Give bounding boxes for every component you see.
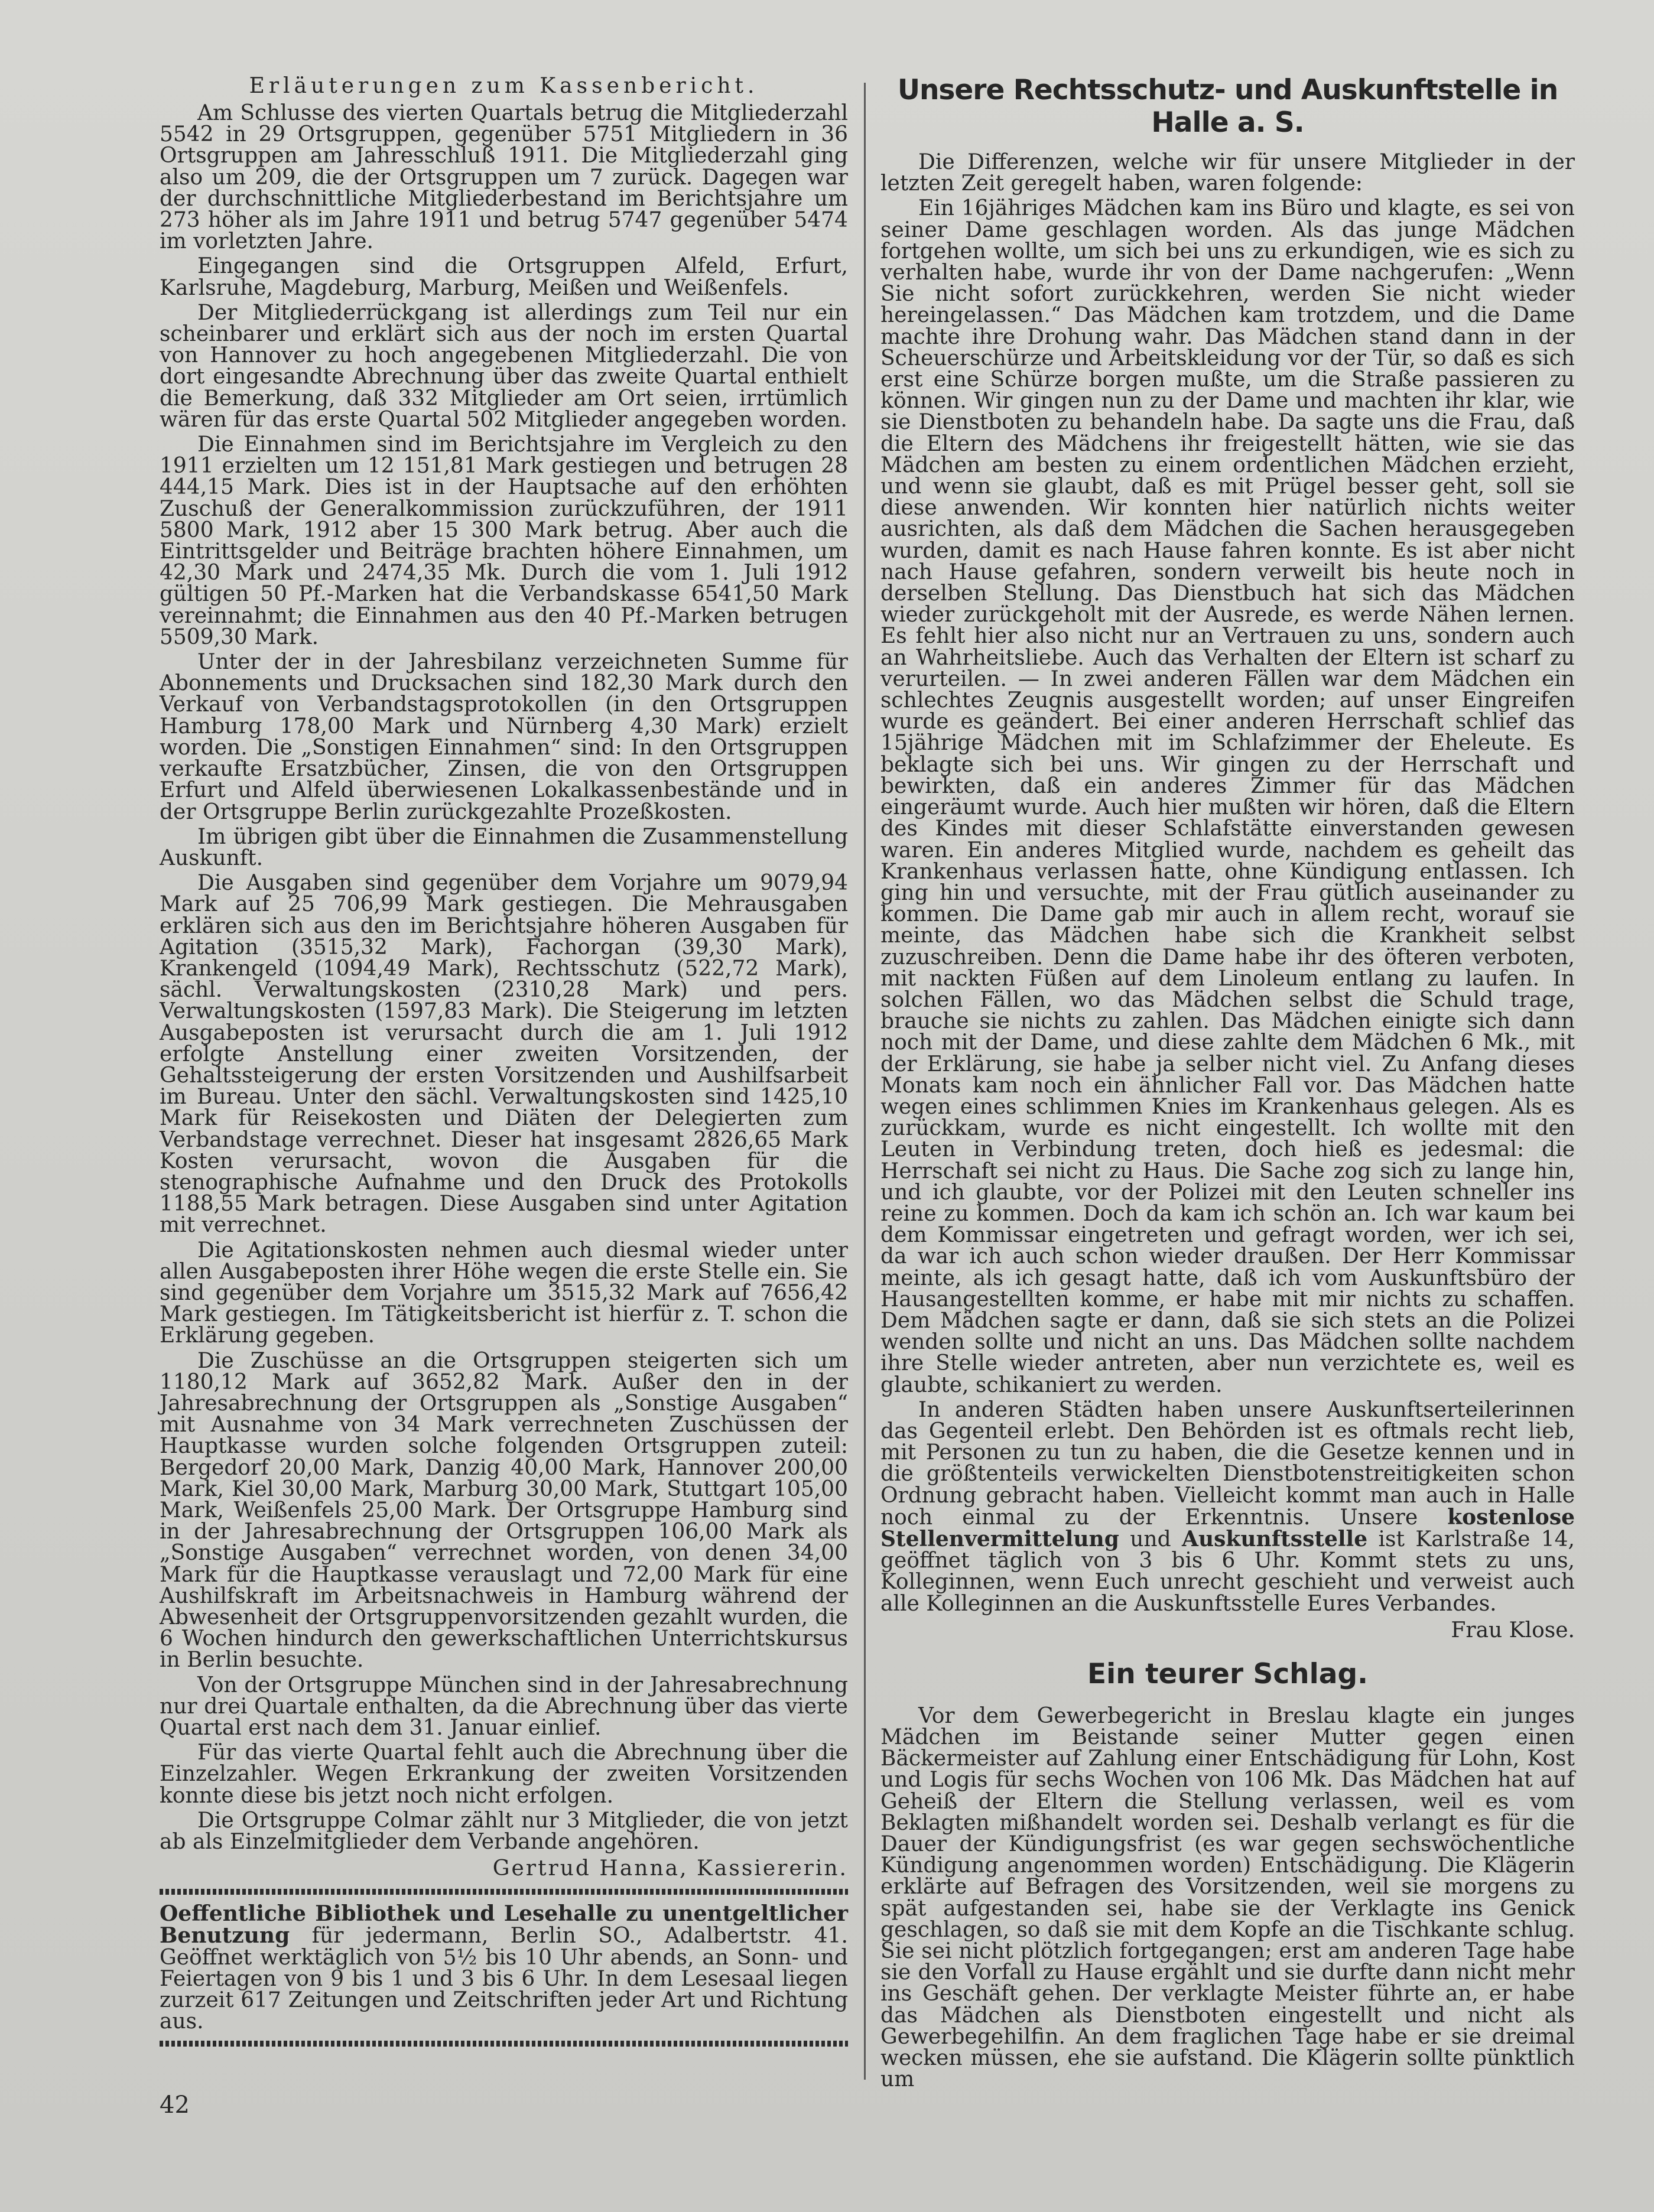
expensive-blow-paragraphs [880, 1703, 1575, 2092]
right-column [880, 74, 1575, 2094]
dotted-rule-top [160, 1889, 848, 1895]
paragraph: Die Zuschüsse an die Ortsgruppen steigerten sich um 1180,12 Mark auf 3652,82 Mark. Außer den in der Jahresabrechnung der Ortsgruppen als „Sonstige Ausgaben“ mit Ausnahme von 34 Mark verrechneten Zuschüssen der Hauptkasse wurden solche folgenden Ortsgruppen zuteil: Bergedorf 20,00 Mark, Danzig 40,00 Mark, Hannover 200,00 Mark, Kiel 30,00 Mark, Marburg 30,00 Mark, Stuttgart 105,00 Mark, Weißenfels 25,00 Mark. Der Ortsgruppe Hamburg sind in der Jahresabrechnung der Ortsgruppen 106,00 Mark als „Sonstige Ausgaben“ verrechnet worden, von denen 34,00 Mark für die Hauptkasse verauslagt und 72,00 Mark für eine Aushilfskraft im Arbeitsnachweis in Hamburg während der Abwesenheit der Ortsgruppenvorsitzenden gezahlt wurden, die 6 Wochen hindurch den gewerkschaftlichen Unterrichtskursus in Berlin besuchte. [160, 1348, 848, 1673]
article-heading-legal-office: Unsere Rechtsschutz- und Auskunftstelle in Halle a. S. [897, 74, 1558, 139]
library-notice [160, 1903, 848, 2032]
legal-office-closing-paragraph: In anderen Städten haben unsere Auskunftserteilerinnen das Gegenteil erlebt. Den Behörden ist es oftmals recht lieb, mit Personen zu tun zu haben, die die Gesetze kennen und in die größtenteils verwickelten Dienstbotenstreitigkeiten schon Ordnung gebracht haben. Vielleicht kommt man auch in Halle noch einmal zu der Erkenntnis. Unsere kostenlose Stellenvermittelung und Auskunftsstelle ist Karlstraße 14, geöffnet täglich von 3 bis 6 Uhr. Kommt stets zu uns, Kolleginnen, wenn Euch unrecht geschieht und verweist auch alle Kolleginnen an die Auskunftsstelle Eures Verbandes. [880, 1397, 1575, 1616]
paragraph: Der Mitgliederrückgang ist allerdings zum Teil nur ein scheinbarer und erklärt sich aus der noch im ersten Quartal von Hannover zu hoch angegebenen Mitgliederzahl. Die von dort eingesandte Abrechnung über das zweite Quartal enthielt die Bemerkung, daß 332 Mitglieder am Ort seien, irrtümlich wären für das erste Quartal 502 Mitglieder angegeben worden. [160, 300, 848, 432]
paragraph: Am Schlusse des vierten Quartals betrug die Mitgliederzahl 5542 in 29 Ortsgruppen, gegenüber 5751 Mitgliedern in 36 Ortsgruppen am Jahresschluß 1911. Die Mitgliederzahl ging also um 209, die der Ortsgruppen um 7 zurück. Dagegen war der durchschnittliche Mitgliederbestand im Berichtsjahre um 273 höher als im Jahre 1911 und betrug 5747 gegenüber 5474 im vorletzten Jahre. [160, 101, 848, 254]
legal-office-paragraphs [880, 152, 1575, 1396]
dotted-rule-bottom [160, 2041, 848, 2047]
column-divider [864, 83, 866, 2080]
paragraph: Im übrigen gibt über die Einnahmen die Zusammenstellung Auskunft. [160, 824, 848, 870]
information-office: Auskunftsstelle [1182, 1527, 1368, 1551]
paragraph: Die Einnahmen sind im Berichtsjahre im Vergleich zu den 1911 erzielten um 12 151,81 Mark gestiegen und betrugen 28 444,15 Mark. Dies ist in der Hauptsache auf den erhöhten Zuschuß der Generalkommission zurückzuführen, der 1911 5800 Mark, 1912 aber 15 300 Mark betrug. Aber auch die Eintrittsgelder und Beiträge brachten höhere Einnahmen, um 42,30 Mark und 2474,35 Mk. Durch die vom 1. Juli 1912 gültigen 50 Pf.-Marken hat die Verbandskasse 6541,50 Mark vereinnahmt; die Einnahmen aus den 40 Pf.-Marken betrugen 5509,30 Mark. [160, 432, 848, 649]
signature-treasurer: Gertrud Hanna, Kassiererin. [492, 1856, 848, 1881]
paragraph: Die Ausgaben sind gegenüber dem Vorjahre um 9079,94 Mark auf 25 706,99 Mark gestiegen. Die Mehrausgaben erklären sich aus den im Berichtsjahre höheren Ausgaben für Agitation (3515,32 Mark), Fachorgan (39,30 Mark), Krankengeld (1094,49 Mark), Rechtsschutz (522,72 Mark), sächl. Verwaltungskosten (2310,28 Mark) und pers. Verwaltungskosten (1597,83 Mark). Die Steigerung im letzten Ausgabeposten ist verursacht durch die am 1. Juli 1912 erfolgte Anstellung einer zweiten Vorsitzenden, der Gehaltssteigerung der ersten Vorsitzenden und Aushilfsarbeit im Bureau. Unter den sächl. Verwaltungskosten sind 1425,10 Mark für Reisekosten und Diäten der Delegierten zum Verbandstage verrechnet. Dieser hat insgesamt 2826,65 Mark Kosten verursacht, wovon die Ausgaben für die stenographische Aufnahme und den Druck des Protokolls 1188,55 Mark betragen. Diese Ausgaben sind unter Agitation mit verrechnet. [160, 871, 848, 1238]
section-heading-cash-report: Erläuterungen zum Kassenbericht. [249, 74, 759, 98]
signature-klose: Frau Klose. [1451, 1618, 1575, 1642]
library-notice-body: für jedermann, Berlin SO., Adalbertstr. 41. Geöffnet werktäglich von 5½ bis 10 Uhr abends, an Sonn- und Feiertagen von 9 bis 1 und 3 bis 6 Uhr. In dem Lesesaal liegen zurzeit 617 Zeitungen und Zeitschriften jeder Art und Richtung aus. [160, 1924, 848, 2034]
paragraph: Die Differenzen, welche wir für unsere Mitglieder in der letzten Zeit geregelt haben, waren folgende: [880, 150, 1575, 196]
paragraph: Vor dem Gewerbegericht in Breslau klagte ein junges Mädchen im Beistande seiner Mutter gegen einen Bäckermeister auf Zahlung einer Entschädigung für Lohn, Kost und Logis für sechs Wochen von 106 Mk. Das Mädchen hat auf Geheiß der Eltern die Stellung verlassen, weil es vom Beklagten mißhandelt worden sei. Deshalb verlangt es für die Dauer der Kündigungsfrist (es war gegen sechswöchentliche Kündigung angenommen worden) Entschädigung. Die Klägerin erklärte auf Befragen des Vorsitzenden, weil sie morgens zu spät aufgestanden sei, habe sie der Verklagte ins Genick geschlagen, so daß sie mit dem Kopfe an die Tischkante schlug. Sie sei nicht plötzlich fortgegangen; erst am anderen Tage habe sie den Vorfall zu Hause ergählt und sie durfte dann nicht mehr ins Geschäft gehen. Der verklagte Meister führte an, er habe das Mädchen als Dienstboten eingestellt und nicht als Gewerbegehilfin. An dem fraglichen Tage habe er sie dreimal wecken müssen, ehe sie aufstand. Die Klägerin sollte pünktlich um [880, 1703, 1575, 2092]
library-notice-title: Oeffentliche Bibliothek und Lesehalle zu unentgeltlicher Benutzung [160, 1901, 848, 1948]
page-number: 42 [160, 2091, 190, 2119]
paragraph: Für das vierte Quartal fehlt auch die Abrechnung über die Einzelzahler. Wegen Erkrankung der zweiten Vorsitzenden konnte diese bis jetzt noch nicht erfolgen. [160, 1741, 848, 1808]
paragraph: Ein 16jähriges Mädchen kam ins Büro und klagte, es sei von seiner Dame geschlagen worden. Als das junge Mädchen fortgehen wollte, um sich bei uns zu erkundigen, wie es sich zu verhalten habe, wurde ihr von der Dame nachgerufen: „Wenn Sie nicht sofort zurückkehren, werden Sie nicht wieder hereingelassen.“ Das Mädchen kam trotzdem, und die Dame machte ihre Drohung wahr. Das Mädchen stand dann in der Scheuerschürze und Arbeitskleidung vor der Tür, so daß es sich erst eine Schürze borgen mußte, um die Straße passieren zu können. Wir gingen nun zu der Dame und machten ihr klar, wie sie Dienstboten zu behandeln habe. Da sagte uns die Frau, daß die Eltern des Mädchens ihr freigestellt hätten, wie sie das Mädchen am besten zu einem ordentlichen Mädchen erzieht, und wenn sie glaubt, daß es mit Prügel besser geht, soll sie diese anwenden. Wir konnten hier natürlich nichts weiter ausrichten, als daß dem Mädchen die Sachen herausgegeben wurden, damit es nach Hause fahren konnte. Es ist aber nicht nach Hause gefahren, sondern verweilt bis heute noch in derselben Stellung. Das Dienstbuch hat sich das Mädchen wieder zurückgeholt mit der Ausrede, es werde Nähen lernen. Es fehlt hier also nicht nur an Vertrauen zu uns, sondern auch an Wahrheitsliebe. Auch das Verhalten der Eltern ist scharf zu verurteilen. — In zwei anderen Fällen war dem Mädchen ein schlechtes Zeugnis ausgestellt worden; auf unser Eingreifen wurde es geändert. Bei einer anderen Herrschaft schlief das 15jährige Mädchen mit im Schlafzimmer der Eheleute. Es beklagte sich bei uns. Wir gingen zu der Herrschaft und bewirkten, daß ein anderes Zimmer für das Mädchen eingeräumt wurde. Auch hier mußten wir hören, daß die Eltern des Kindes mit dieser Schlafstätte einverstanden gewesen waren. Ein anderes Mitglied wurde, nachdem es geheilt das Krankenhaus verlassen hatte, ohne Kündigung entlassen. Ich ging hin und versuchte, mit der Frau gütlich auseinander zu kommen. Die Dame gab mir auch in allem recht, worauf sie meinte, das Mädchen habe sich die Krankheit selbst zuzuschreiben. Denn die Dame habe ihr des öfteren verboten, mit nackten Füßen auf dem Linoleum entlang zu laufen. In solchen Fällen, wo das Mädchen selbst die Schuld trage, brauche sie nichts zu zahlen. Das Mädchen einigte sich dann noch mit der Dame, und diese zahlte dem Mädchen 6 Mk., mit der Erklärung, sie habe ja selber nicht viel. Zu Anfang dieses Monats kam noch ein ähnlicher Fall vor. Das Mädchen hatte wegen eines schlimmen Knies im Krankenhaus gelegen. Als es zurückkam, wurde es nicht eingestellt. Ich wollte mit den Leuten in Verbindung treten, doch hieß es jedesmal: die Herrschaft sei nicht zu Haus. Die Sache zog sich zu lange hin, und ich glaubte, vor der Polizei mit den Leuten schneller ins reine zu kommen. Doch da kam ich schön an. Ich war kaum bei dem Kommissar eingetreten und gefragt worden, wer ich sei, da war ich auch schon wieder draußen. Der Herr Kommissar meinte, als ich gesagt hatte, daß ich vom Auskunftsbüro der Hausangestellten komme, er habe mit mir nichts zu schaffen. Dem Mädchen sagte er dann, daß sie sich stets an die Polizei wenden sollte und nicht an uns. Das Mädchen sollte nachdem ihre Stelle wieder antreten, aber nun verzichtete es, weil es glaubte, schikaniert zu werden. [880, 196, 1575, 1397]
article-heading-expensive-blow: Ein teurer Schlag. [1087, 1657, 1368, 1690]
paragraph: Die Ortsgruppe Colmar zählt nur 3 Mitglieder, die von jetzt ab als Einzelmitglieder dem Verbande angehören. [160, 1808, 848, 1855]
paragraph: Unter der in der Jahresbilanz verzeichneten Summe für Abonnements und Drucksachen sind 182,30 Mark durch den Verkauf von Verbandstagsprotokollen (in den Ortsgruppen Hamburg 178,00 Mark und Nürnberg 4,30 Mark) erzielt worden. Die „Sonstigen Einnahmen“ sind: In den Ortsgruppen verkaufte Ersatzbücher, Zinsen, die von den Ortsgruppen Erfurt und Alfeld überwiesenen Lokalkassenbestände und in der Ortsgruppe Berlin zurückgezahlte Prozeßkosten. [160, 650, 848, 824]
paragraph: Eingegangen sind die Ortsgruppen Alfeld, Erfurt, Karlsruhe, Magdeburg, Marburg, Meißen und Weißenfels. [160, 254, 848, 300]
free-job-placement: kostenlose Stellenvermittelung [880, 1504, 1575, 1551]
left-column [160, 74, 848, 2055]
left-paragraphs [160, 103, 848, 1853]
paragraph: Die Agitationskosten nehmen auch diesmal wieder unter allen Ausgabeposten ihrer Höhe wegen die erste Stelle ein. Sie sind gegenüber dem Vorjahre um 3515,32 Mark auf 7656,42 Mark gestiegen. Im Tätigkeitsbericht ist hierfür z. T. schon die Erklärung gegeben. [160, 1238, 848, 1348]
paragraph: Von der Ortsgruppe München sind in der Jahresabrechnung nur drei Quartale enthalten, da die Abrechnung über das vierte Quartal erst nach dem 31. Januar einlief. [160, 1673, 848, 1741]
